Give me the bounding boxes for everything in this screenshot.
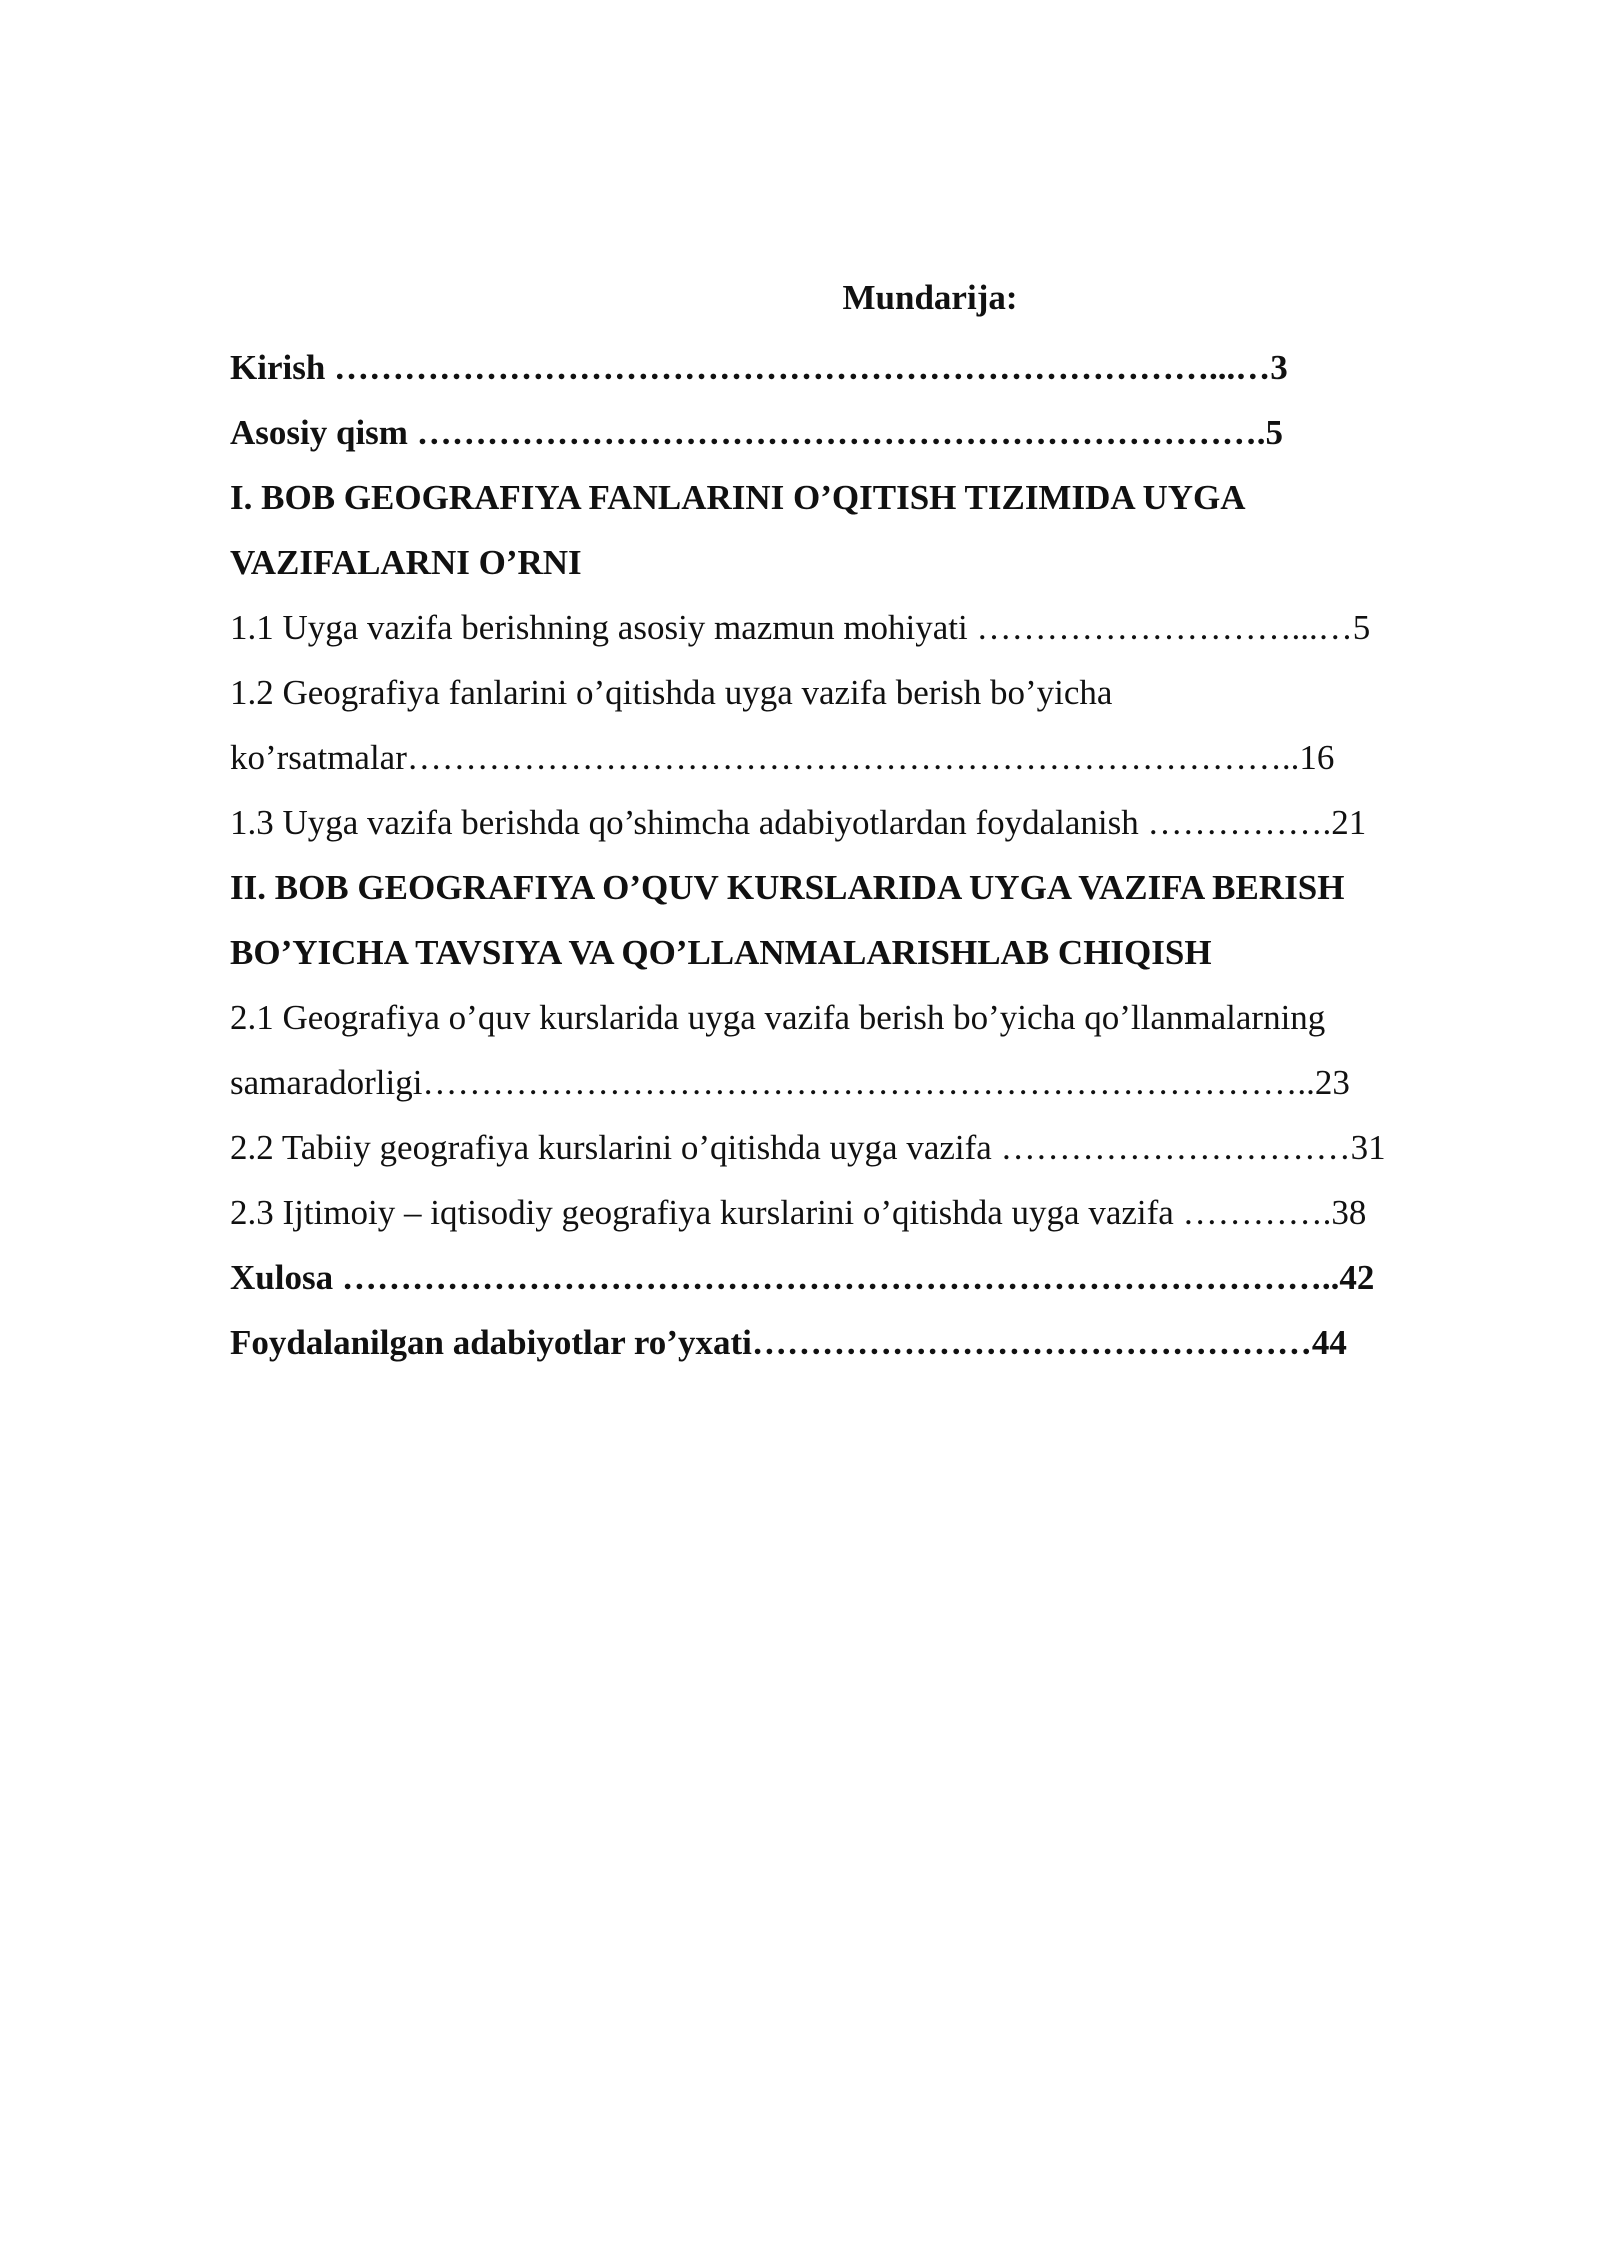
toc-title: Mundarija: xyxy=(842,278,1018,317)
toc-entry-xulosa: Xulosa …………………………………………………………………………..42 xyxy=(230,1258,1375,1297)
toc-entry-kirish: Kirish …………………………………………………………………...…3 xyxy=(230,348,1288,387)
toc-entry-references: Foydalanilgan adabiyotlar ro’yxati…………………………………………44 xyxy=(230,1323,1347,1362)
toc-entry-asosiy-qism: Asosiy qism ……………………………………………………………….5 xyxy=(230,413,1283,452)
toc-chapter-2-heading-cont: BO’YICHA TAVSIYA VA QO’LLANMALARISHLAB CHIQISH xyxy=(230,933,1212,972)
toc-chapter-1-heading-cont: VAZIFALARNI O’RNI xyxy=(230,543,582,582)
toc-entry-1-1: 1.1 Uyga vazifa berishning asosiy mazmun mohiyati ………………………...…5 xyxy=(230,608,1371,647)
toc-entry-1-3: 1.3 Uyga vazifa berishda qo’shimcha adabiyotlardan foydalanish …………….21 xyxy=(230,803,1367,842)
toc-entry-2-1-cont: samaradorligi…………………………………………………………………..23 xyxy=(230,1063,1350,1102)
table-of-contents xyxy=(230,270,1490,1375)
toc-entry-2-1: 2.1 Geografiya o’quv kurslarida uyga vazifa berish bo’yicha qo’llanmalarning xyxy=(230,998,1326,1037)
toc-entry-1-2: 1.2 Geografiya fanlarini o’qitishda uyga vazifa berish bo’yicha xyxy=(230,673,1113,712)
toc-entry-2-2: 2.2 Tabiiy geografiya kurslarini o’qitishda uyga vazifa …………………………31 xyxy=(230,1128,1386,1167)
toc-entry-2-3: 2.3 Ijtimoiy – iqtisodiy geografiya kurslarini o’qitishda uyga vazifa ………….38 xyxy=(230,1193,1367,1232)
toc-chapter-1-heading: I. BOB GEOGRAFIYA FANLARINI O’QITISH TIZIMIDA UYGA xyxy=(230,478,1246,517)
toc-entry-1-2-cont: ko’rsatmalar…………………………………………………………………..16 xyxy=(230,738,1335,777)
toc-chapter-2-heading: II. BOB GEOGRAFIYA O’QUV KURSLARIDA UYGA VAZIFA BERISH xyxy=(230,868,1345,907)
